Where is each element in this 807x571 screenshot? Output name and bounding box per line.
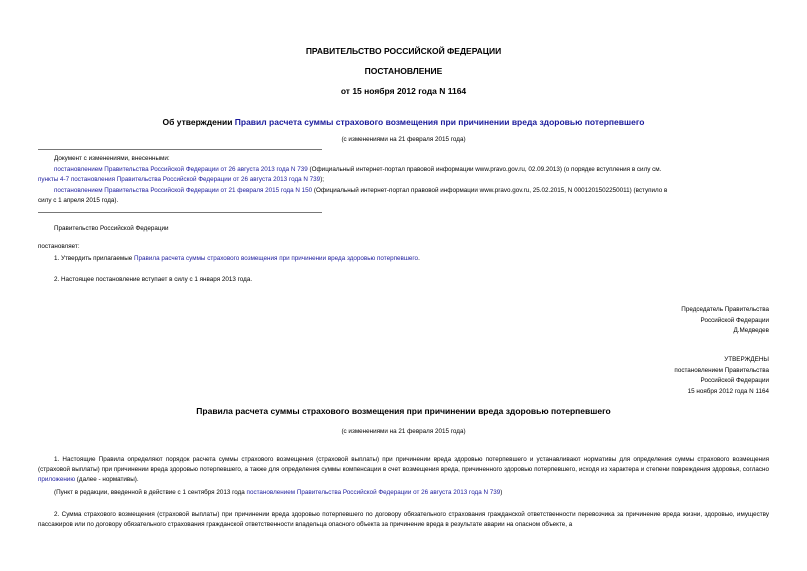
change-item-1-cont	[38, 175, 324, 185]
change-1-points-link[interactable]: пункты 4-7 постановления Правительства Российской Федерации от 26 августа 2013 года N 739	[38, 176, 321, 183]
resolves-label: постановляет:	[38, 243, 80, 250]
resolution-point-1	[54, 254, 420, 264]
change-2-text: (Официальный интернет-портал правовой информации www.pravo.gov.ru, 25.02.2015, N 0001201502250011) (вступило в	[312, 187, 668, 194]
date-number-heading: от 15 ноября 2012 года N 1164	[340, 86, 467, 96]
note-end: )	[500, 489, 503, 496]
approved-label: УТВЕРЖДЕНЫ	[724, 356, 769, 363]
appendix-link[interactable]: приложению	[38, 476, 76, 483]
government-heading: ПРАВИТЕЛЬСТВО РОССИЙСКОЙ ФЕДЕРАЦИИ	[305, 46, 502, 56]
rules-p1-text: 1. Настоящие Правила определяют порядок расчета суммы страхового возмещения (страховой выплаты) при причинении вреда здоровью потерпевшего и устанавливают нормативы для определения суммы страхового возмещения (страховой выплаты) при причинении вреда здоровью потерпевшего, а также для определения суммы компенсации в счет возмещения вреда, причиненного здоровью потерпевшего, исходя из характера и степени повреждения здоровья, согласно	[38, 456, 769, 473]
change-item-2	[54, 186, 667, 196]
changes-top-divider	[38, 149, 322, 150]
rules-paragraph-2: 2. Сумма страхового возмещения (страховой выплаты) при причинении вреда здоровью потерпевшего по договору обязательного страхования гражданской ответственности перевозчика за причинение вреда жизни, здоровью, имуществу пассажиров или по договору обязательного страхования гражданской ответственности владельца опасного объекта за причинение вреда в результате аварии на опасном объекте, а	[38, 511, 769, 528]
point-1-end: .	[418, 255, 420, 262]
change-item-2-cont: силу с 1 апреля 2015 года).	[38, 197, 119, 204]
change-2-link[interactable]: постановлением Правительства Российской Федерации от 21 февраля 2015 года N 150	[54, 187, 313, 194]
rules-title: Правила расчета суммы страхового возмещения при причинении вреда здоровью потерпевшего	[196, 406, 611, 416]
document-title	[0, 117, 807, 127]
point-1-text: 1. Утвердить прилагаемые	[54, 255, 134, 262]
approved-country: Российской Федерации	[700, 377, 769, 384]
note-text: (Пункт в редакции, введенной в действие с 1 сентября 2013 года	[54, 489, 247, 496]
government-name: Правительство Российской Федерации	[54, 225, 169, 232]
changes-bottom-divider	[38, 212, 322, 213]
changes-intro: Документ с изменениями, внесенными:	[54, 155, 170, 162]
title-prefix: Об утверждении	[162, 117, 235, 127]
rules-paragraph-1	[38, 455, 769, 485]
rules-amended-note: (с изменениями на 21 февраля 2015 года)	[341, 428, 466, 435]
approved-by: постановлением Правительства	[674, 367, 769, 374]
rules-p1-end: (далее - нормативы).	[75, 476, 139, 483]
signature-country: Российской Федерации	[700, 317, 769, 324]
rules-p1-note	[54, 488, 502, 498]
change-item-1	[54, 165, 661, 175]
title-amended-note: (с изменениями на 21 февраля 2015 года)	[341, 136, 466, 143]
document-type-heading: ПОСТАНОВЛЕНИЕ	[364, 66, 443, 76]
change-1-text: (Официальный интернет-портал правовой информации www.pravo.gov.ru, 02.09.2013) (о порядке вступления в силу см.	[307, 166, 662, 173]
change-1-link[interactable]: постановлением Правительства Российской Федерации от 26 августа 2013 года N 739	[54, 166, 308, 173]
point-1-rules-link[interactable]: Правила расчета суммы страхового возмещения при причинении вреда здоровью потерпевшего	[134, 255, 419, 262]
title-rules-link[interactable]: Правил расчета суммы страхового возмещения при причинении вреда здоровью потерпевшего	[234, 117, 645, 127]
note-resolution-link[interactable]: постановлением Правительства Российской Федерации от 26 августа 2013 года N 739	[246, 489, 501, 496]
signature-name: Д.Медведев	[733, 327, 769, 334]
change-1-end: );	[320, 176, 325, 183]
approved-date: 15 ноября 2012 года N 1164	[687, 388, 769, 395]
signature-position: Председатель Правительства	[681, 306, 769, 313]
resolution-point-2: 2. Настоящее постановление вступает в силу с 1 января 2013 года.	[54, 276, 253, 283]
